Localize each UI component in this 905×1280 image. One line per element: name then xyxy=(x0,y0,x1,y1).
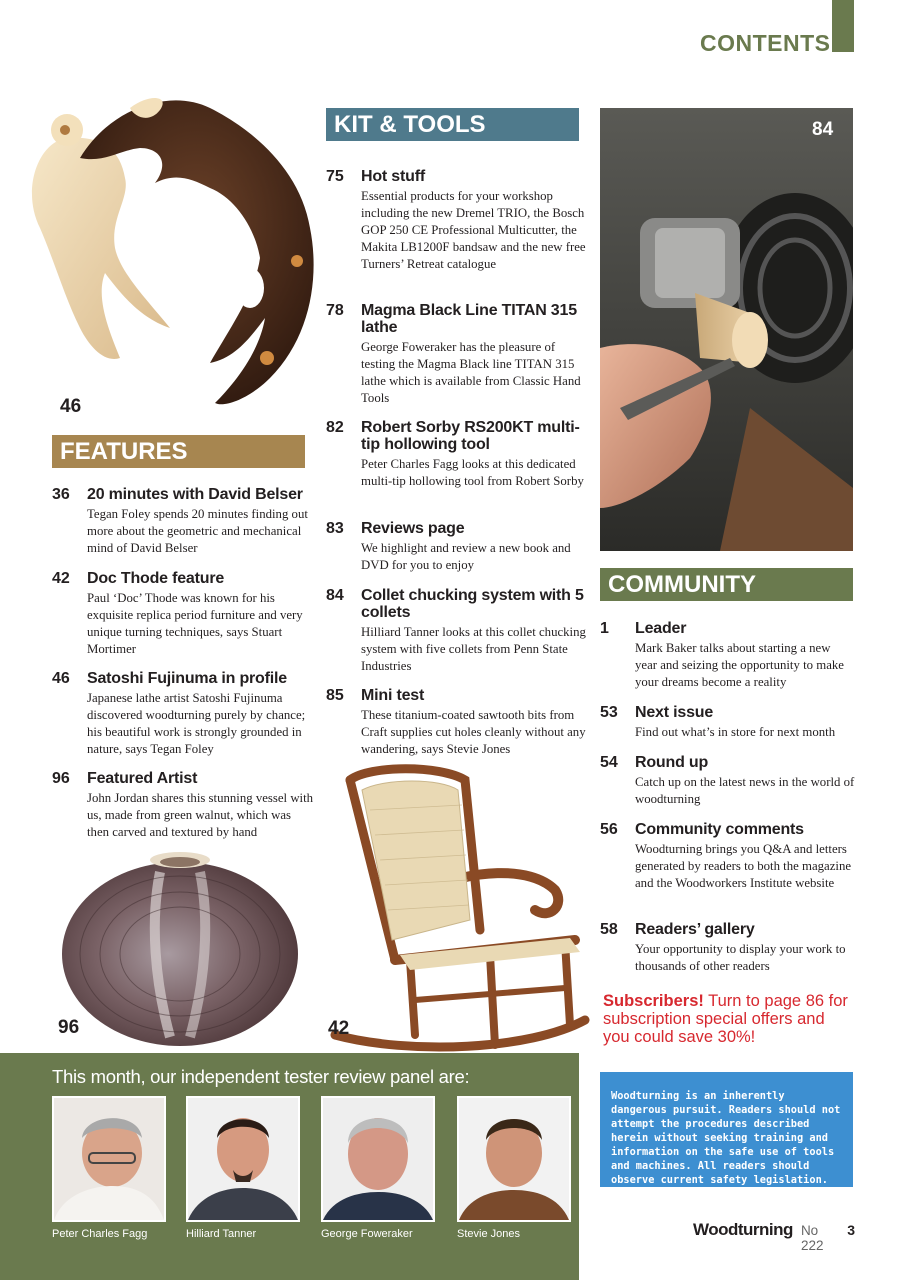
page-footer xyxy=(693,1220,855,1253)
vessel-illustration xyxy=(60,842,310,1050)
person-photo-icon xyxy=(323,1098,433,1220)
person-photo-icon xyxy=(459,1098,569,1220)
entry-title: Magma Black Line TITAN 315 lathe xyxy=(361,302,577,336)
chair-image xyxy=(330,760,590,1060)
lathe-page-label: 84 xyxy=(812,119,834,140)
entry-description: Find out what’s in store for next month xyxy=(635,725,836,739)
contents-entry[interactable] xyxy=(326,687,588,758)
entry-page-number: 53 xyxy=(600,704,618,721)
magazine-brand: Woodturning xyxy=(693,1220,793,1239)
entry-page-number: 96 xyxy=(52,770,70,787)
tester-panel-title: This month, our independent tester review panel are: xyxy=(52,1066,470,1087)
entry-page-number: 58 xyxy=(600,921,618,938)
entry-title: Robert Sorby RS200KT multi-tip hollowing tool xyxy=(361,419,580,453)
tester-name: George Foweraker xyxy=(321,1228,413,1240)
entry-page-number: 75 xyxy=(326,168,344,185)
page-number: 3 xyxy=(847,1222,855,1238)
entry-title: Mini test xyxy=(361,687,425,704)
lathe-illustration xyxy=(600,108,853,551)
entry-description: Mark Baker talks about starting a new year and seizing the opportunity to make your dreams become a reality xyxy=(635,641,844,689)
entry-page-number: 46 xyxy=(52,670,70,687)
entry-description: Paul ‘Doc’ Thode was known for his exquisite replica period furniture and very unique turning techniques, says Stuart Mortimer xyxy=(87,591,303,656)
contents-entry[interactable] xyxy=(326,168,588,273)
entry-description: George Foweraker has the pleasure of testing the Magma Black line TITAN 315 lathe which is available from Classic Hand Tools xyxy=(361,340,581,405)
tester-portrait xyxy=(321,1096,435,1222)
vessel-page-label: 96 xyxy=(58,1017,80,1038)
entry-description: Peter Charles Fagg looks at this dedicated multi-tip hollowing tool from Robert Sorby xyxy=(361,457,584,488)
community-heading: COMMUNITY xyxy=(600,568,853,601)
contents-entry[interactable] xyxy=(600,921,855,975)
sculpture-page-label: 46 xyxy=(60,396,82,417)
entry-title: Satoshi Fujinuma in profile xyxy=(87,670,287,687)
contents-entry[interactable] xyxy=(52,770,314,841)
person-photo-icon xyxy=(54,1098,164,1220)
entry-title: Readers’ gallery xyxy=(635,921,755,938)
entry-description: These titanium-coated sawtooth bits from Craft supplies cut holes cleanly without any wandering, says Stevie Jones xyxy=(361,708,586,756)
entry-description: Tegan Foley spends 20 minutes finding out more about the geometric and mechanical mind of David Belser xyxy=(87,507,308,555)
contents-entry[interactable] xyxy=(600,754,855,808)
safety-notice: Woodturning is an inherently dangerous pursuit. Readers should not attempt the procedures described herein without seeking training and information on the safe use of tools and machines. All readers should observe current safety legislation. xyxy=(600,1072,853,1187)
contents-entry[interactable] xyxy=(326,302,588,407)
tester-name: Peter Charles Fagg xyxy=(52,1228,148,1240)
entry-title: Leader xyxy=(635,620,687,637)
entry-page-number: 84 xyxy=(326,587,344,604)
tester-portrait xyxy=(186,1096,300,1222)
page-section-title: CONTENTS xyxy=(700,30,831,56)
issue-number: No 222 xyxy=(800,1223,824,1253)
sculpture-illustration xyxy=(10,78,328,418)
chair-page-label: 42 xyxy=(328,1018,350,1039)
tester-portrait xyxy=(457,1096,571,1222)
chair-illustration xyxy=(330,760,590,1060)
entry-page-number: 1 xyxy=(600,620,609,637)
entry-description: Essential products for your workshop including the new Dremel TRIO, the Bosch GOP 250 CE Professional Multicutter, the Makita LB1200F bandsaw and the new free Turners’ Retreat catalogue xyxy=(361,189,586,271)
entry-page-number: 83 xyxy=(326,520,344,537)
tester-name: Stevie Jones xyxy=(457,1228,520,1240)
entry-title: 20 minutes with David Belser xyxy=(87,486,303,503)
entry-description: John Jordan shares this stunning vessel with us, made from green walnut, which was then carved and textured by hand xyxy=(87,791,314,839)
entry-description: Japanese lathe artist Satoshi Fujinuma discovered woodturning purely by chance; his beautiful work is strongly grounded in nature, says Tegan Foley xyxy=(87,691,306,756)
entry-page-number: 54 xyxy=(600,754,618,771)
contents-entry[interactable] xyxy=(600,821,855,892)
section-tab xyxy=(832,0,854,52)
subscriber-offer-text: Turn to page 86 for subscription special offers and you could save 30%! xyxy=(603,992,848,1046)
contents-entry[interactable] xyxy=(52,670,314,758)
tester-name: Hilliard Tanner xyxy=(186,1228,257,1240)
contents-entry[interactable] xyxy=(52,570,314,658)
subscriber-offer[interactable] xyxy=(603,992,853,1046)
sculpture-image xyxy=(10,78,328,418)
entry-title: Reviews page xyxy=(361,520,465,537)
entry-page-number: 78 xyxy=(326,302,344,319)
entry-title: Collet chucking system with 5 collets xyxy=(361,587,584,621)
entry-title: Community comments xyxy=(635,821,804,838)
contents-entry[interactable] xyxy=(326,587,588,675)
entry-description: Woodturning brings you Q&A and letters generated by readers to both the magazine and the Woodworkers Institute website xyxy=(635,842,852,890)
entry-description: Catch up on the latest news in the world of woodturning xyxy=(635,775,855,806)
entry-page-number: 85 xyxy=(326,687,344,704)
lathe-image xyxy=(600,108,853,551)
contents-entry[interactable] xyxy=(52,486,314,557)
entry-title: Featured Artist xyxy=(87,770,198,787)
person-photo-icon xyxy=(188,1098,298,1220)
subscriber-offer-lead: Subscribers! xyxy=(603,992,704,1010)
entry-title: Hot stuff xyxy=(361,168,425,185)
entry-title: Next issue xyxy=(635,704,714,721)
features-heading: FEATURES xyxy=(52,435,305,468)
entry-title: Round up xyxy=(635,754,709,771)
kit-tools-heading: KIT & TOOLS xyxy=(326,108,579,141)
entry-page-number: 82 xyxy=(326,419,344,436)
contents-entry[interactable] xyxy=(326,419,588,490)
entry-description: We highlight and review a new book and DVD for you to enjoy xyxy=(361,541,571,572)
contents-entry[interactable] xyxy=(326,520,588,574)
tester-portrait xyxy=(52,1096,166,1222)
contents-entry[interactable] xyxy=(600,620,855,691)
entry-page-number: 56 xyxy=(600,821,618,838)
entry-page-number: 36 xyxy=(52,486,70,503)
entry-title: Doc Thode feature xyxy=(87,570,225,587)
entry-page-number: 42 xyxy=(52,570,70,587)
entry-description: Your opportunity to display your work to thousands of other readers xyxy=(635,942,846,973)
vessel-image xyxy=(60,842,310,1050)
contents-entry[interactable] xyxy=(600,704,855,741)
entry-description: Hilliard Tanner looks at this collet chucking system with five collets from Penn State Industries xyxy=(361,625,586,673)
